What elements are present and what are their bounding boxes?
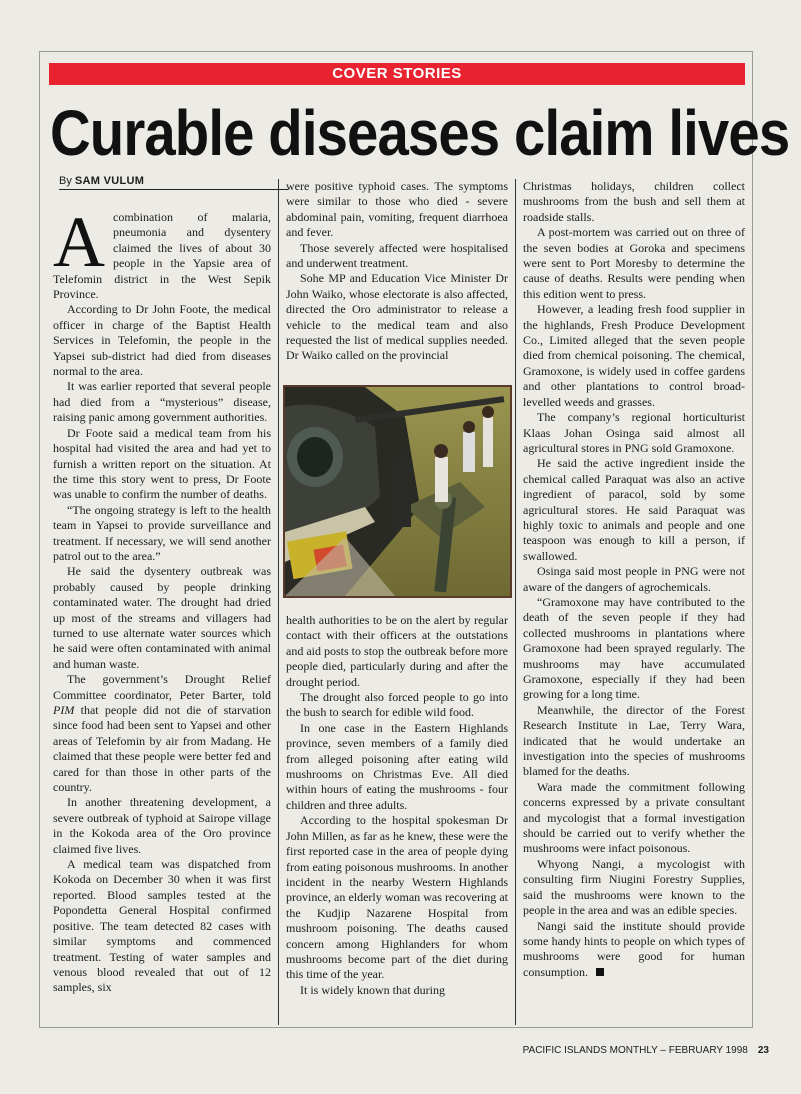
- paragraph: Christmas holidays, children collect mushrooms from the bush and sell them at roadside stalls.: [523, 179, 745, 224]
- paragraph: According to the hospital spokesman Dr John Millen, as far as he knew, these were the first reported case in the area of people dying from eating poisonous mushrooms. In another incident in the nearby Western Highlands province, an elderly woman was recovering at the Kudjip Nazarene Hospital from mushroom poisoning. The deaths caused concern among Highlanders for whom mushrooms become part of the diet during this time of the year.: [286, 813, 508, 982]
- helicopter-unloading-photo: [285, 387, 510, 596]
- paragraph: Osinga said most people in PNG were not aware of the dangers of agrochemicals.: [523, 564, 745, 594]
- paragraph: Those severely affected were hospitalised and underwent treatment.: [286, 240, 508, 271]
- text-run: that people did not die of starvation since food had been sent to Yapsei and other areas of Telefomin by air from Madang. He claimed that these people were better fed and cared for than those in other parts of the country.: [53, 703, 271, 795]
- paragraph: In another threatening development, a severe outbreak of typhoid at Sairope village in the Kokoda area of the Oro province claimed five lives.: [53, 795, 271, 856]
- paragraph: The company’s regional horticulturist Klaas Johan Osinga said almost all agricultural stores in PNG sold Gramoxone.: [523, 410, 745, 455]
- column-rule: [278, 179, 279, 1025]
- text-run: The government’s Drought Relief Committee coordinator, Peter Barter, told: [53, 672, 271, 702]
- text-run: Nangi said the institute should provide some handy hints to people on which types of mushrooms were good for human consumption.: [523, 918, 745, 979]
- paragraph: A medical team was dispatched from Kokoda on December 30 when it was first reported. Blood samples tested at the Popondetta General Hospital confirmed positive. The team detected 82 cases with similar symptoms and commenced treatment. Testing of water samples and venous blood revealed that out of 12 samples, six: [53, 857, 271, 995]
- paragraph: Sohe MP and Education Vice Minister Dr John Waiko, whose electorate is also affected, directed the Oro administrator to release a vehicle to the medical team and also requested the list of medical supplies needed. Dr Waiko called on the provincial: [286, 271, 508, 363]
- paragraph: [523, 919, 745, 981]
- drop-cap: A: [53, 202, 105, 282]
- news-photo: [283, 385, 512, 598]
- column-rule: [515, 179, 516, 1025]
- paragraph: He said the active ingredient inside the chemical called Paraquat was also an active ingredient of paracol, sold by some agricultural stores. He said Paraquat was highly toxic to animals and people and one teaspoon was enough to kill a person, if swallowed.: [523, 456, 745, 563]
- end-mark-icon: [596, 968, 604, 976]
- paragraph: In one case in the Eastern Highlands province, seven members of a family died from alleged poisoning after eating wild mushrooms on Christmas Eve. All died within hours of eating the mushrooms - four children and three adults.: [286, 720, 508, 812]
- page-number: 23: [757, 1045, 769, 1056]
- paragraph: The drought also forced people to go into the bush to search for edible wild food.: [286, 690, 508, 720]
- paragraph: Wara made the commitment following concerns expressed by a private consultant and mycologist that a formal investigation should be carried out to verify whether the mushrooms were infact poisonous.: [523, 779, 745, 856]
- paragraph: A post-mortem was carried out on three of the seven bodies at Goroka and specimens were sent to Port Moresby to determine the cause of deaths. Results were pending when this edition went to press.: [523, 225, 745, 301]
- byline-author: SAM VULUM: [74, 175, 145, 187]
- article-column-1: [53, 202, 271, 996]
- paragraph: However, a leading fresh food supplier in the highlands, Fresh Produce Development Co., Limited alleged that the seven people died from chemical poisoning. The chemical, Gramoxone, is widely used in coffee gardens and other plantations to control broad-levelled weeds and grasses.: [523, 302, 745, 409]
- lead-text: combination of malaria, pneumonia and dysentery claimed the lives of about 30 people in the Yapsie area of Telefomin district in the West Sepik Province.: [53, 210, 271, 302]
- magazine-abbrev: PIM: [53, 703, 75, 717]
- paragraph: According to Dr John Foote, the medical officer in charge of the Baptist Health Services in Telefomin, the people in the Yapsei sub-district had died from diseases normal to the area.: [53, 302, 271, 379]
- headline: Curable diseases claim lives: [50, 97, 790, 169]
- publication-line: PACIFIC ISLANDS MONTHLY – FEBRUARY 1998: [522, 1045, 748, 1056]
- article-column-2-top: [286, 179, 508, 364]
- paragraph: It was earlier reported that several people had died from a “mysterious” disease, raising panic among government authorities.: [53, 379, 271, 425]
- page-footer: [509, 1045, 769, 1056]
- paragraph: Meanwhile, the director of the Forest Research Institute in Lae, Terry Wara, indicated that he would undertake an investigation into the species of mushrooms blamed for the deaths.: [523, 702, 745, 779]
- article-column-2-bottom: [286, 613, 508, 998]
- paragraph: Dr Foote said a medical team from his hospital had visited the area and had yet to furnish a written report on the situation. At the time this story went to press, Dr Foote was unable to confirm the number of deaths.: [53, 425, 271, 502]
- paragraph: He said the dysentery outbreak was probably caused by people drinking contaminated water. The drought had dried up most of the streams and villagers had turned to use alternate water sources which he said were often contaminated with animal and human waste.: [53, 564, 271, 671]
- paragraph: “The ongoing strategy is left to the health team in Yapsei to provide surveillance and treatment. If necessary, we will send another patrol out to the area.”: [53, 502, 271, 563]
- paragraph: “Gramoxone may have contributed to the death of the seven people if they had collected mushrooms in plantations where Gramoxone had been sprayed regularly. The mushrooms may have accumulated Gramoxone, especially if they had been growing for a long time.: [523, 594, 745, 702]
- paragraph: [53, 202, 271, 302]
- paragraph: It is widely known that during: [300, 982, 445, 997]
- byline-by: By: [59, 175, 72, 187]
- paragraph: health authorities to be on the alert by regular contact with their officers at the outstations and aid posts to stop the outbreak before more people died, particularly during and after the drought period.: [286, 613, 508, 689]
- paragraph: were positive typhoid cases. The symptoms were similar to those who died - severe abdominal pain, vomiting, frequent diarrhoea and fever.: [286, 179, 508, 240]
- paragraph: Whyong Nangi, a mycologist with consulting firm Niugini Forestry Supplies, said the mushrooms were known to the people in the area and was an edible species.: [523, 856, 745, 918]
- paragraph: [53, 672, 271, 795]
- article-column-3: [523, 179, 745, 980]
- byline: [59, 175, 288, 190]
- section-banner: COVER STORIES: [49, 63, 745, 85]
